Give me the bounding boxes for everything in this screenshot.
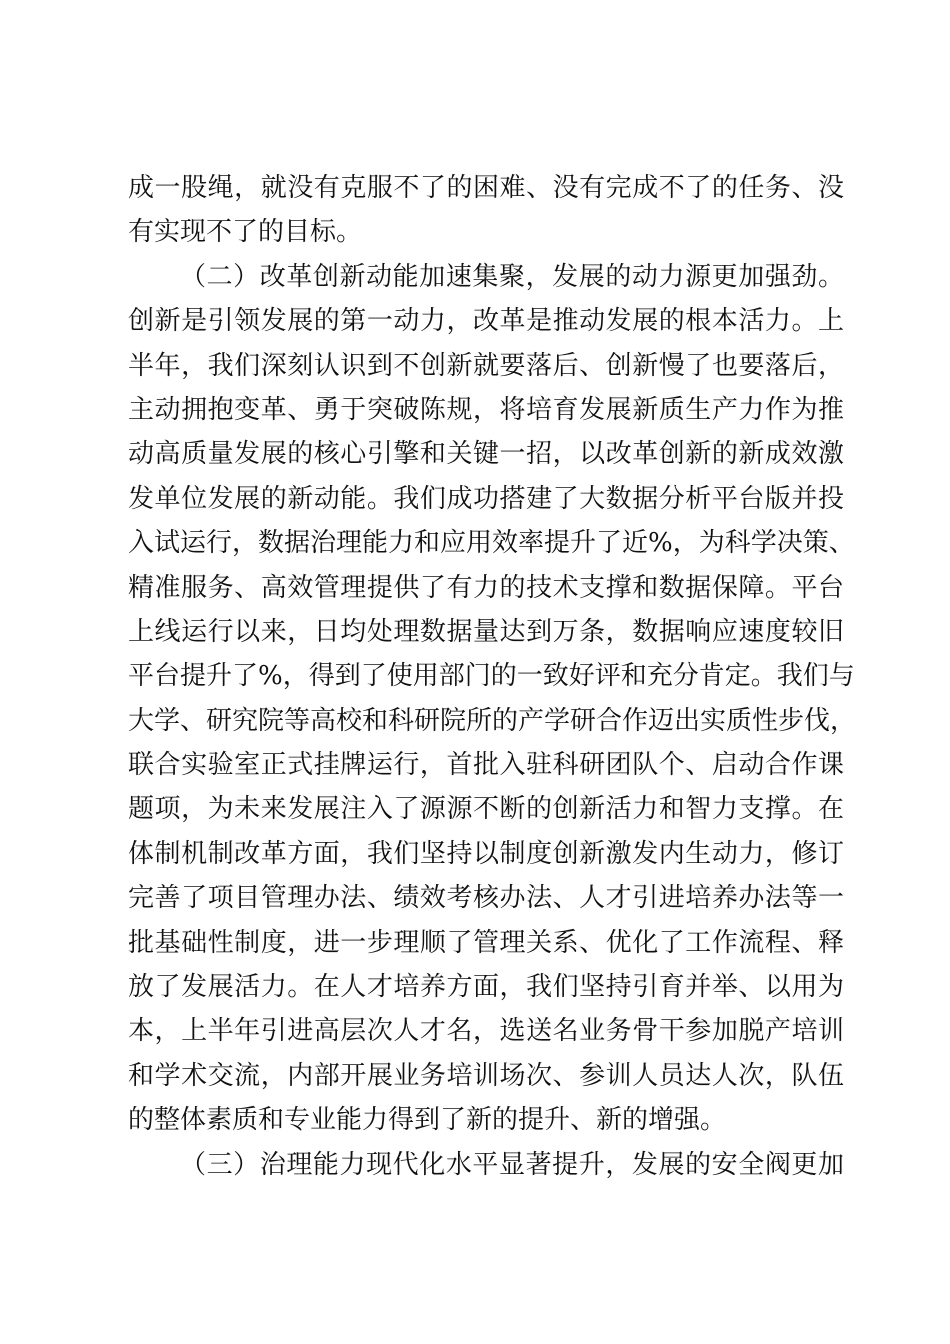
section-heading: （二）改革创新动能加速集聚，发展的动力源更加强劲。 xyxy=(180,261,844,292)
text-line: 上线运行以来，日均处理数据量达到万条，数据响应速度较旧 xyxy=(128,616,844,647)
text-line: 批基础性制度，进一步理顺了管理关系、优化了工作流程、释 xyxy=(128,927,844,958)
text-line: 和学术交流，内部开展业务培训场次、参训人员达人次，队伍 xyxy=(128,1060,844,1091)
body-text xyxy=(128,166,857,1187)
text-line: 精准服务、高效管理提供了有力的技术支撑和数据保障。平台 xyxy=(128,572,844,603)
text-line: 的整体素质和专业能力得到了新的提升、新的增强。 xyxy=(128,1105,727,1136)
text-line: 入试运行，数据治理能力和应用效率提升了近%，为科学决策、 xyxy=(128,528,855,559)
text-line: 题项，为未来发展注入了源源不断的创新活力和智力支撑。在 xyxy=(128,794,844,825)
text-line: 放了发展活力。在人才培养方面，我们坚持引育并举、以用为 xyxy=(128,972,844,1003)
text-line: 本，上半年引进高层次人才名，选送名业务骨干参加脱产培训 xyxy=(128,1016,844,1047)
text-line: 平台提升了%，得到了使用部门的一致好评和充分肯定。我们与 xyxy=(128,661,855,692)
section-heading: （三）治理能力现代化水平显著提升，发展的安全阀更加 xyxy=(180,1149,844,1180)
text-line: 联合实验室正式挂牌运行，首批入驻科研团队个、启动合作课 xyxy=(128,750,844,781)
text-line: 成一股绳，就没有克服不了的困难、没有完成不了的任务、没 xyxy=(128,173,844,203)
text-line: 大学、研究院等高校和科研院所的产学研合作迈出实质性步伐， xyxy=(128,705,857,736)
text-line: 体制机制改革方面，我们坚持以制度创新激发内生动力，修订 xyxy=(128,838,844,869)
text-line: 主动拥抱变革、勇于突破陈规，将培育发展新质生产力作为推 xyxy=(128,394,844,425)
text-line: 动高质量发展的核心引擎和关键一招，以改革创新的新成效激 xyxy=(128,439,844,470)
text-line: 有实现不了的目标。 xyxy=(128,217,363,248)
text-line: 发单位发展的新动能。我们成功搭建了大数据分析平台版并投 xyxy=(128,483,844,514)
text-line: 创新是引领发展的第一动力，改革是推动发展的根本活力。上 xyxy=(128,306,844,337)
text-line: 半年，我们深刻认识到不创新就要落后、创新慢了也要落后， xyxy=(128,350,844,381)
text-line: 完善了项目管理办法、绩效考核办法、人才引进培养办法等一 xyxy=(128,883,844,914)
